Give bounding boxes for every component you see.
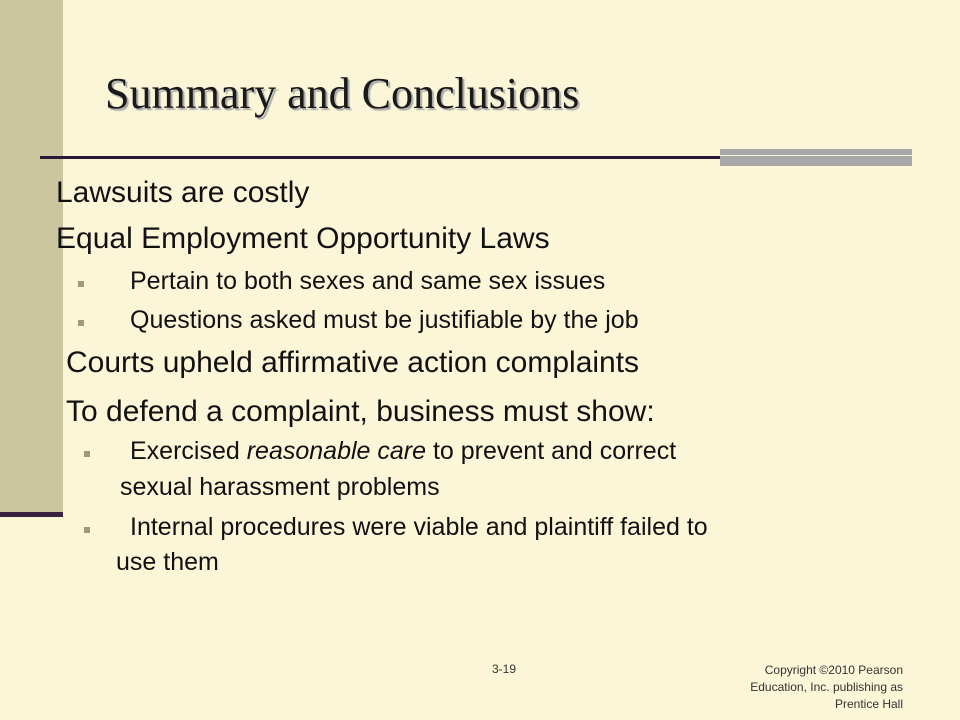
bullet-courts-upheld: Courts upheld affirmative action complaints <box>66 346 640 379</box>
sub-bullet-reasonable-care-cont: sexual harassment problems <box>120 473 440 501</box>
bullet-eeo-laws: Equal Employment Opportunity Laws <box>56 222 550 255</box>
title-rule <box>40 156 720 159</box>
left-sidebar-accent-line <box>0 512 63 517</box>
copyright-notice: Copyright ©2010 Pearson Education, Inc. publishing as Prentice Hall <box>750 663 903 711</box>
square-bullet-icon <box>78 281 84 287</box>
sub-bullet-both-sexes: Pertain to both sexes and same sex issues <box>130 267 606 295</box>
bullet-defend-complaint: To defend a complaint, business must show: <box>66 395 655 428</box>
title-rule-accent <box>720 149 912 166</box>
left-sidebar-bar <box>0 0 63 512</box>
sub-bullet-questions-justifiable: Questions asked must be justifiable by the job <box>130 306 639 334</box>
square-bullet-icon <box>78 320 84 326</box>
emphasis-reasonable-care: reasonable care <box>246 437 427 465</box>
slide-title: Summary and Conclusions <box>105 69 580 118</box>
slide-number: 3-19 <box>492 662 517 676</box>
sub-bullet-internal-procedures-cont: use them <box>116 548 219 576</box>
square-bullet-icon <box>84 451 90 457</box>
sub-bullet-internal-procedures: Internal procedures were viable and plaintiff failed to <box>130 513 708 541</box>
bullet-lawsuits-costly: Lawsuits are costly <box>56 176 310 209</box>
sub-bullet-reasonable-care: Exercised reasonable care to prevent and correct <box>130 437 677 465</box>
square-bullet-icon <box>84 527 90 533</box>
